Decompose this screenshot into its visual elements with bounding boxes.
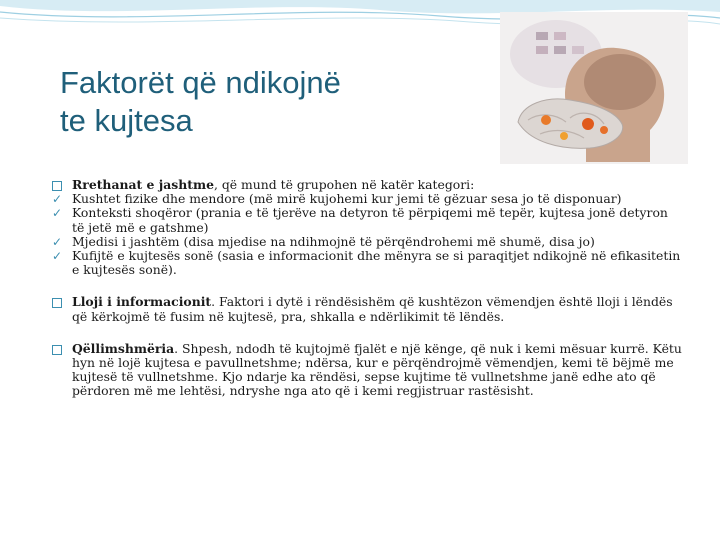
slide-body bbox=[52, 178, 682, 399]
check-item bbox=[52, 206, 682, 234]
check-item-text: Kufijtë e kujtesës sonë (sasia e informacionit dhe mënyra se si paraqitjet ndikojnë në efikasitetin e kujtesës sonë). bbox=[72, 248, 681, 278]
section3-text: . Shpesh, ndodh të kujtojmë fjalët e një kënge, që nuk i kemi mësuar kurrë. Këtu hyn në lojë kujtesa e pavullnetshme; ndërsa, kur e përqëndrojmë vëmendjen, kemi të bëjmë me kujtesë të vullnetshme. Kjo ndarje ka rëndësi, sepse kujtime të vullnetshme janë edhe ato që përdoren më me lehtësi, ndryshe nga ato që i kemi regjistruar rastësisht. bbox=[72, 340, 682, 399]
section1-text: , që mund të grupohen në katër kategori: bbox=[213, 177, 475, 192]
section-external-circumstances bbox=[52, 178, 682, 192]
title-line-1: Faktorët që ndikojnë bbox=[60, 65, 341, 100]
section2-heading: Lloji i informacionit bbox=[72, 294, 212, 310]
title-line-2: te kujtesa bbox=[60, 103, 193, 138]
square-bullet-icon bbox=[52, 295, 66, 311]
check-item bbox=[52, 235, 682, 249]
checkmark-icon: ✓ bbox=[52, 192, 63, 207]
check-item bbox=[52, 192, 682, 206]
checkmark-icon: ✓ bbox=[52, 249, 63, 264]
section2-text: . Faktori i dytë i rëndësishëm që kushtëzon vëmendjen është lloji i lëndës që kërkojmë të fusim në kujtesë, pra, shkalla e ndërlikimit të lëndës. bbox=[72, 294, 673, 324]
check-item-text: Mjedisi i jashtëm (disa mjedise na ndihmojnë të përqëndrohemi më shumë, disa jo) bbox=[72, 233, 595, 249]
checkmark-icon: ✓ bbox=[52, 234, 63, 249]
brain-head-illustration bbox=[500, 12, 688, 164]
section-information-type bbox=[52, 295, 682, 323]
slide-title bbox=[60, 64, 480, 140]
check-item-text: Konteksti shoqëror (prania e të tjerëve na detyron të përpiqemi më tepër, kujtesa jonë detyron të jetë më e gatshme) bbox=[72, 205, 668, 235]
checkmark-icon: ✓ bbox=[52, 206, 63, 221]
check-item bbox=[52, 249, 682, 277]
check-item-text: Kushtet fizike dhe mendore (më mirë kujohemi kur jemi të gëzuar sesa jo të disponuar) bbox=[72, 191, 622, 207]
section3-heading: Qëllimshmëria bbox=[72, 340, 175, 356]
section1-heading: Rrethanat e jashtme bbox=[72, 177, 214, 192]
square-bullet-icon bbox=[52, 342, 66, 358]
section-intentionality bbox=[52, 342, 682, 399]
